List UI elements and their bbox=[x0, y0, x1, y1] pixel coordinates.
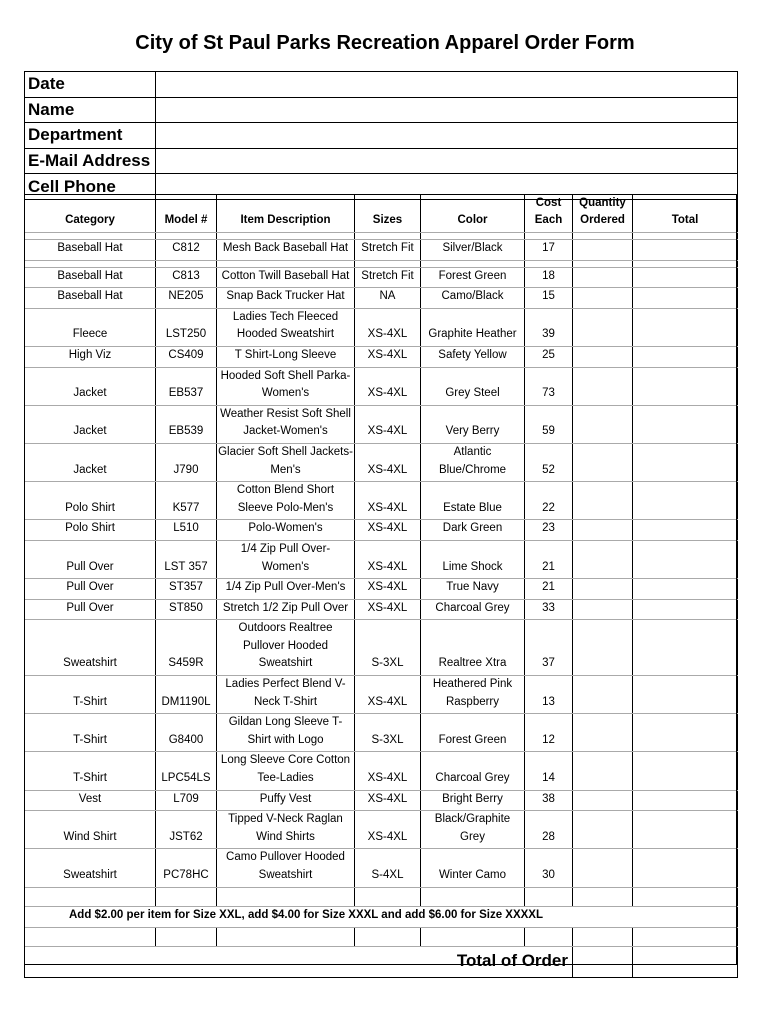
item-row bbox=[25, 308, 738, 346]
item-cost: 21 bbox=[525, 540, 573, 578]
item-description: Ladies Tech Fleeced Hooded Sweatshirt bbox=[217, 308, 355, 346]
item-color: Realtree Xtra bbox=[421, 620, 525, 676]
item-category: Pull Over bbox=[25, 599, 156, 620]
empty-cell bbox=[355, 927, 421, 946]
item-color: Heathered Pink Raspberry bbox=[421, 676, 525, 714]
item-color: Bright Berry bbox=[421, 790, 525, 811]
item-category: Vest bbox=[25, 790, 156, 811]
item-cost: 14 bbox=[525, 752, 573, 790]
item-row bbox=[25, 811, 738, 849]
item-cost: 28 bbox=[525, 811, 573, 849]
line-total-cell[interactable] bbox=[633, 714, 738, 752]
empty-cell bbox=[573, 233, 633, 240]
field-input[interactable] bbox=[156, 148, 738, 174]
item-category: Baseball Hat bbox=[25, 240, 156, 261]
item-description: Hooded Soft Shell Parka-Women's bbox=[217, 367, 355, 405]
item-cost: 15 bbox=[525, 288, 573, 309]
item-description: Camo Pullover Hooded Sweatshirt bbox=[217, 849, 355, 887]
spacer-row bbox=[25, 260, 738, 267]
field-row bbox=[25, 97, 738, 123]
item-row bbox=[25, 346, 738, 367]
line-total-cell[interactable] bbox=[633, 288, 738, 309]
line-total-cell[interactable] bbox=[633, 367, 738, 405]
item-description: Ladies Perfect Blend V-Neck T-Shirt bbox=[217, 676, 355, 714]
item-cost: 39 bbox=[525, 308, 573, 346]
item-sizes: XS-4XL bbox=[355, 367, 421, 405]
line-total-cell[interactable] bbox=[633, 267, 738, 288]
field-input[interactable] bbox=[156, 97, 738, 123]
item-description: Long Sleeve Core Cotton Tee-Ladies bbox=[217, 752, 355, 790]
sizes-header: Sizes bbox=[355, 194, 421, 233]
size-surcharge-note: Add $2.00 per item for Size XXL, add $4.00 for Size XXXL and add $6.00 for Size XXXXL bbox=[25, 906, 738, 927]
cost-line-2: Each bbox=[534, 214, 563, 227]
blank-row bbox=[25, 887, 738, 906]
item-description: Cotton Blend Short Sleeve Polo-Men's bbox=[217, 482, 355, 520]
qty-line-2: Ordered bbox=[580, 214, 625, 227]
item-row bbox=[25, 367, 738, 405]
line-total-cell[interactable] bbox=[633, 620, 738, 676]
item-color: Winter Camo bbox=[421, 849, 525, 887]
line-total-cell[interactable] bbox=[633, 849, 738, 887]
quantity-cell[interactable] bbox=[573, 811, 633, 849]
item-description: Tipped V-Neck Raglan Wind Shirts bbox=[217, 811, 355, 849]
item-sizes: XS-4XL bbox=[355, 599, 421, 620]
item-sizes: Stretch Fit bbox=[355, 240, 421, 261]
item-color: Charcoal Grey bbox=[421, 599, 525, 620]
contact-info-table bbox=[24, 71, 738, 200]
item-description: 1/4 Zip Pull Over-Men's bbox=[217, 579, 355, 600]
item-row bbox=[25, 520, 738, 541]
line-total-cell[interactable] bbox=[633, 520, 738, 541]
line-total-cell[interactable] bbox=[633, 676, 738, 714]
line-total-cell[interactable] bbox=[633, 599, 738, 620]
line-total-cell[interactable] bbox=[633, 579, 738, 600]
item-model: ST357 bbox=[156, 579, 217, 600]
quantity-cell[interactable] bbox=[573, 752, 633, 790]
line-total-cell[interactable] bbox=[633, 540, 738, 578]
quantity-cell[interactable] bbox=[573, 346, 633, 367]
item-row bbox=[25, 482, 738, 520]
item-category: Fleece bbox=[25, 308, 156, 346]
item-description: Weather Resist Soft Shell Jacket-Women's bbox=[217, 405, 355, 443]
quantity-cell[interactable] bbox=[573, 790, 633, 811]
quantity-cell[interactable] bbox=[573, 676, 633, 714]
empty-cell bbox=[355, 233, 421, 240]
item-model: S459R bbox=[156, 620, 217, 676]
item-category: Jacket bbox=[25, 367, 156, 405]
item-color: Lime Shock bbox=[421, 540, 525, 578]
quantity-cell[interactable] bbox=[573, 405, 633, 443]
empty-cell bbox=[25, 927, 156, 946]
item-category: Polo Shirt bbox=[25, 482, 156, 520]
quantity-ordered-header bbox=[573, 194, 633, 233]
quantity-cell[interactable] bbox=[573, 599, 633, 620]
item-sizes: XS-4XL bbox=[355, 790, 421, 811]
item-color: Estate Blue bbox=[421, 482, 525, 520]
item-description: T Shirt-Long Sleeve bbox=[217, 346, 355, 367]
item-sizes: XS-4XL bbox=[355, 405, 421, 443]
cost-line-1: Cost bbox=[535, 196, 562, 209]
item-color: Atlantic Blue/Chrome bbox=[421, 443, 525, 481]
column-header-row bbox=[25, 194, 738, 233]
item-color: Safety Yellow bbox=[421, 346, 525, 367]
quantity-cell[interactable] bbox=[573, 520, 633, 541]
item-color: Dark Green bbox=[421, 520, 525, 541]
item-model: J790 bbox=[156, 443, 217, 481]
item-sizes: XS-4XL bbox=[355, 443, 421, 481]
quantity-cell[interactable] bbox=[573, 540, 633, 578]
line-total-cell[interactable] bbox=[633, 790, 738, 811]
empty-cell bbox=[217, 260, 355, 267]
line-total-cell[interactable] bbox=[633, 308, 738, 346]
item-color: Charcoal Grey bbox=[421, 752, 525, 790]
item-model: C812 bbox=[156, 240, 217, 261]
total-header: Total bbox=[633, 194, 738, 233]
item-row bbox=[25, 599, 738, 620]
field-label: Department bbox=[25, 123, 156, 149]
size-surcharge-note-row bbox=[25, 906, 738, 927]
item-model: ST850 bbox=[156, 599, 217, 620]
quantity-cell[interactable] bbox=[573, 288, 633, 309]
field-label: Name bbox=[25, 97, 156, 123]
order-items-table bbox=[24, 194, 738, 978]
empty-cell bbox=[355, 260, 421, 267]
item-category: High Viz bbox=[25, 346, 156, 367]
line-total-cell[interactable] bbox=[633, 482, 738, 520]
item-category: Pull Over bbox=[25, 540, 156, 578]
item-color: Silver/Black bbox=[421, 240, 525, 261]
quantity-cell[interactable] bbox=[573, 849, 633, 887]
quantity-cell[interactable] bbox=[573, 308, 633, 346]
quantity-cell[interactable] bbox=[573, 367, 633, 405]
item-description: 1/4 Zip Pull Over-Women's bbox=[217, 540, 355, 578]
item-model: JST62 bbox=[156, 811, 217, 849]
item-row bbox=[25, 288, 738, 309]
item-sizes: S-3XL bbox=[355, 620, 421, 676]
item-cost: 23 bbox=[525, 520, 573, 541]
empty-cell bbox=[25, 887, 156, 906]
item-description: Cotton Twill Baseball Hat bbox=[217, 267, 355, 288]
item-model: LST250 bbox=[156, 308, 217, 346]
item-sizes: XS-4XL bbox=[355, 579, 421, 600]
empty-cell bbox=[573, 260, 633, 267]
item-cost: 22 bbox=[525, 482, 573, 520]
empty-cell bbox=[573, 887, 633, 906]
spacer-row bbox=[25, 233, 738, 240]
item-model: LST 357 bbox=[156, 540, 217, 578]
item-row bbox=[25, 714, 738, 752]
quantity-cell[interactable] bbox=[573, 714, 633, 752]
quantity-cell[interactable] bbox=[573, 579, 633, 600]
empty-cell bbox=[156, 887, 217, 906]
quantity-cell[interactable] bbox=[573, 482, 633, 520]
quantity-cell[interactable] bbox=[573, 620, 633, 676]
total-of-order-label: Total of Order bbox=[25, 946, 573, 977]
item-category: T-Shirt bbox=[25, 714, 156, 752]
item-color: Forest Green bbox=[421, 267, 525, 288]
item-color: True Navy bbox=[421, 579, 525, 600]
blank-row bbox=[25, 927, 738, 946]
item-cost: 52 bbox=[525, 443, 573, 481]
item-row bbox=[25, 579, 738, 600]
empty-cell bbox=[525, 887, 573, 906]
item-model: C813 bbox=[156, 267, 217, 288]
field-label: E-Mail Address bbox=[25, 148, 156, 174]
item-row bbox=[25, 540, 738, 578]
model-header: Model # bbox=[156, 194, 217, 233]
item-sizes: XS-4XL bbox=[355, 752, 421, 790]
item-row bbox=[25, 240, 738, 261]
empty-cell bbox=[573, 946, 633, 977]
item-category: T-Shirt bbox=[25, 752, 156, 790]
item-model: NE205 bbox=[156, 288, 217, 309]
qty-line-1: Quantity bbox=[579, 196, 626, 209]
empty-cell bbox=[217, 887, 355, 906]
item-color: Camo/Black bbox=[421, 288, 525, 309]
item-cost: 73 bbox=[525, 367, 573, 405]
item-sizes: XS-4XL bbox=[355, 676, 421, 714]
empty-cell bbox=[156, 260, 217, 267]
item-model: EB537 bbox=[156, 367, 217, 405]
item-row bbox=[25, 752, 738, 790]
total-of-order-row bbox=[25, 946, 738, 977]
item-model: G8400 bbox=[156, 714, 217, 752]
empty-cell bbox=[156, 927, 217, 946]
line-total-cell[interactable] bbox=[633, 443, 738, 481]
field-row bbox=[25, 72, 738, 98]
description-header: Item Description bbox=[217, 194, 355, 233]
cost-each-header bbox=[525, 194, 573, 233]
item-color: Graphite Heather bbox=[421, 308, 525, 346]
item-description: Stretch 1/2 Zip Pull Over bbox=[217, 599, 355, 620]
empty-cell bbox=[633, 887, 738, 906]
empty-cell bbox=[421, 927, 525, 946]
item-model: L510 bbox=[156, 520, 217, 541]
empty-cell bbox=[25, 233, 156, 240]
field-input[interactable] bbox=[156, 72, 738, 98]
empty-cell bbox=[355, 887, 421, 906]
item-category: Jacket bbox=[25, 405, 156, 443]
item-sizes: Stretch Fit bbox=[355, 267, 421, 288]
field-row bbox=[25, 148, 738, 174]
item-category: Sweatshirt bbox=[25, 849, 156, 887]
item-sizes: S-3XL bbox=[355, 714, 421, 752]
field-label: Cell Phone bbox=[25, 174, 156, 200]
category-header: Category bbox=[25, 194, 156, 233]
quantity-cell[interactable] bbox=[573, 240, 633, 261]
empty-cell bbox=[217, 233, 355, 240]
item-sizes: XS-4XL bbox=[355, 308, 421, 346]
item-model: LPC54LS bbox=[156, 752, 217, 790]
item-model: CS409 bbox=[156, 346, 217, 367]
item-model: L709 bbox=[156, 790, 217, 811]
line-total-cell[interactable] bbox=[633, 811, 738, 849]
item-sizes: XS-4XL bbox=[355, 482, 421, 520]
empty-cell bbox=[525, 233, 573, 240]
item-category: Sweatshirt bbox=[25, 620, 156, 676]
total-of-order-value[interactable] bbox=[633, 946, 738, 977]
item-sizes: XS-4XL bbox=[355, 346, 421, 367]
item-color: Very Berry bbox=[421, 405, 525, 443]
item-color: Black/Graphite Grey bbox=[421, 811, 525, 849]
item-category: Jacket bbox=[25, 443, 156, 481]
item-cost: 33 bbox=[525, 599, 573, 620]
empty-cell bbox=[217, 927, 355, 946]
empty-cell bbox=[525, 260, 573, 267]
item-category: Pull Over bbox=[25, 579, 156, 600]
color-header: Color bbox=[421, 194, 525, 233]
empty-cell bbox=[633, 927, 738, 946]
empty-cell bbox=[421, 233, 525, 240]
item-description: Outdoors Realtree Pullover Hooded Sweatshirt bbox=[217, 620, 355, 676]
empty-cell bbox=[573, 927, 633, 946]
item-description: Puffy Vest bbox=[217, 790, 355, 811]
item-color: Grey Steel bbox=[421, 367, 525, 405]
item-model: K577 bbox=[156, 482, 217, 520]
field-input[interactable] bbox=[156, 123, 738, 149]
item-cost: 12 bbox=[525, 714, 573, 752]
item-cost: 30 bbox=[525, 849, 573, 887]
item-color: Forest Green bbox=[421, 714, 525, 752]
field-label: Date bbox=[25, 72, 156, 98]
quantity-cell[interactable] bbox=[573, 443, 633, 481]
item-description: Mesh Back Baseball Hat bbox=[217, 240, 355, 261]
item-model: PC78HC bbox=[156, 849, 217, 887]
item-cost: 13 bbox=[525, 676, 573, 714]
item-model: EB539 bbox=[156, 405, 217, 443]
item-cost: 59 bbox=[525, 405, 573, 443]
item-cost: 37 bbox=[525, 620, 573, 676]
item-row bbox=[25, 849, 738, 887]
item-description: Gildan Long Sleeve T-Shirt with Logo bbox=[217, 714, 355, 752]
item-cost: 21 bbox=[525, 579, 573, 600]
item-row bbox=[25, 790, 738, 811]
empty-cell bbox=[525, 927, 573, 946]
item-description: Polo-Women's bbox=[217, 520, 355, 541]
line-total-cell[interactable] bbox=[633, 346, 738, 367]
item-cost: 17 bbox=[525, 240, 573, 261]
line-total-cell[interactable] bbox=[633, 240, 738, 261]
empty-cell bbox=[421, 260, 525, 267]
item-category: Baseball Hat bbox=[25, 267, 156, 288]
item-row bbox=[25, 405, 738, 443]
line-total-cell[interactable] bbox=[633, 752, 738, 790]
item-sizes: NA bbox=[355, 288, 421, 309]
item-description: Glacier Soft Shell Jackets-Men's bbox=[217, 443, 355, 481]
empty-cell bbox=[421, 887, 525, 906]
item-cost: 25 bbox=[525, 346, 573, 367]
item-sizes: XS-4XL bbox=[355, 520, 421, 541]
field-row bbox=[25, 123, 738, 149]
item-cost: 18 bbox=[525, 267, 573, 288]
item-category: Baseball Hat bbox=[25, 288, 156, 309]
item-row bbox=[25, 620, 738, 676]
item-row bbox=[25, 267, 738, 288]
form-title: City of St Paul Parks Recreation Apparel Order Form bbox=[135, 32, 635, 54]
item-sizes: XS-4XL bbox=[355, 540, 421, 578]
empty-cell bbox=[25, 260, 156, 267]
item-sizes: S-4XL bbox=[355, 849, 421, 887]
item-category: T-Shirt bbox=[25, 676, 156, 714]
quantity-cell[interactable] bbox=[573, 267, 633, 288]
item-cost: 38 bbox=[525, 790, 573, 811]
item-category: Polo Shirt bbox=[25, 520, 156, 541]
line-total-cell[interactable] bbox=[633, 405, 738, 443]
item-sizes: XS-4XL bbox=[355, 811, 421, 849]
item-category: Wind Shirt bbox=[25, 811, 156, 849]
empty-cell bbox=[156, 233, 217, 240]
empty-cell bbox=[633, 233, 738, 240]
item-row bbox=[25, 676, 738, 714]
empty-cell bbox=[633, 260, 738, 267]
item-row bbox=[25, 443, 738, 481]
item-model: DM1190L bbox=[156, 676, 217, 714]
item-description: Snap Back Trucker Hat bbox=[217, 288, 355, 309]
